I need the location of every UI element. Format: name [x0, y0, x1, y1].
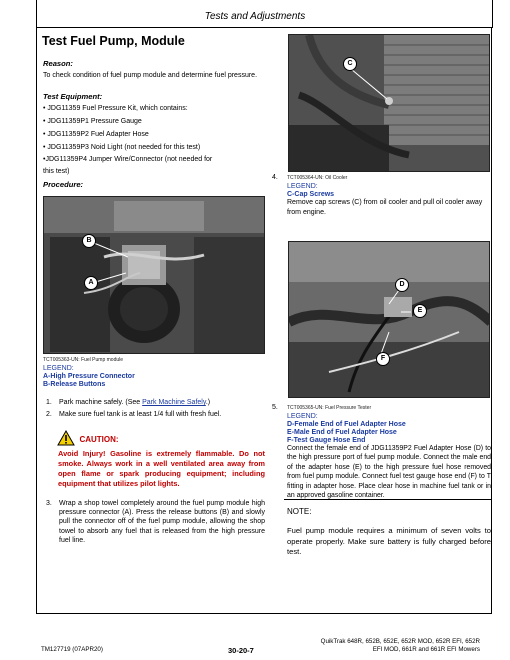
- header-title: Tests and Adjustments: [204, 11, 306, 22]
- callout-a: A: [84, 276, 98, 290]
- step4-legend-item: C-Cap Screws: [287, 191, 335, 198]
- equipment-item: • JDG11359P3 Noid Light (not needed for this test): [43, 144, 201, 151]
- equipment-item: •JDG11359P4 Jumper Wire/Connector (not needed for: [43, 156, 213, 163]
- footer-page-number: 30-20-7: [228, 646, 254, 655]
- oil-cooler-photo: [288, 34, 490, 172]
- step1-number: 1.: [46, 399, 52, 406]
- callout-b: B: [82, 234, 96, 248]
- equipment-item: • JDG11359 Fuel Pressure Kit, which contains:: [43, 105, 188, 112]
- figure1-legend-item: B-Release Buttons: [43, 381, 106, 388]
- caution-text: Avoid Injury! Gasoline is extremely flammable. Do not smoke. Always work in a well ventilated area away from open flame or spark producing equipment; including equipment that utilizes pilot lights.: [58, 449, 265, 488]
- fuel-pump-module-photo: [43, 196, 265, 354]
- procedure-label: Procedure:: [43, 180, 84, 189]
- footer-model-line: QuikTrak 648R, 652B, 652E, 652R MOD, 652R EFI, 652R: [320, 638, 480, 645]
- equipment-item: this test): [43, 168, 70, 175]
- step5-text: Connect the female end of JDG11359P2 Fuel Adapter Hose (D) to the high pressure port of fuel pump module. Connect the male end of the adapter hose (E) to the high pressure fuel hose removed from fuel pump module. Connect fuel test gauge hose end (F) to T fitting in adapter hose. Place clear hose in machine fuel tank or in an approved gasoline container.: [287, 445, 491, 500]
- fuel-pump-module-image: [44, 197, 265, 354]
- step5-legend-item: D-Female End of Fuel Adapter Hose: [287, 421, 406, 428]
- warning-triangle-icon: [57, 430, 75, 446]
- step3-number: 3.: [46, 500, 52, 507]
- step2-text: Make sure fuel tank is at least 1/4 full with fresh fuel.: [59, 411, 222, 418]
- figure1-caption: TCT005363-UN: Fuel Pump module: [43, 357, 124, 363]
- step2-number: 2.: [46, 411, 52, 418]
- step1-text-b: .): [205, 399, 211, 406]
- reason-label: Reason:: [43, 59, 73, 68]
- caution-label: CAUTION:: [79, 435, 119, 444]
- park-machine-safely-link[interactable]: Park Machine Safely: [142, 399, 206, 406]
- step4-caption: TCT005364-UN: Oil Cooler: [287, 175, 348, 181]
- step4-number: 4.: [272, 174, 278, 181]
- reason-text: To check condition of fuel pump module and determine fuel pressure.: [43, 72, 258, 79]
- step1-text-a: Park machine safely. (See: [59, 399, 143, 406]
- callout-e: E: [413, 304, 427, 318]
- footer-doc-id: TM127719 (07APR20): [41, 646, 103, 653]
- footer-model-line: EFI MOD, 661R and 661R EFI Mowers: [372, 646, 480, 653]
- note-text: Fuel pump module requires a minimum of seven volts to operate properly. Make sure battery is fully charged before test.: [287, 526, 491, 556]
- oil-cooler-image: [289, 35, 490, 172]
- note-label: NOTE:: [287, 507, 312, 516]
- step4-legend-title: LEGEND:: [287, 183, 318, 190]
- footer-model-list: [300, 638, 480, 654]
- fuel-pressure-tester-image: [289, 242, 490, 398]
- step4-text: Remove cap screws (C) from oil cooler and pull oil cooler away from engine.: [287, 199, 483, 216]
- section-title: Test Fuel Pump, Module: [42, 34, 185, 48]
- step1-text: [59, 398, 269, 408]
- figure1-legend-item: A-High Pressure Connector: [43, 373, 135, 380]
- callout-c: C: [343, 57, 357, 71]
- step5-legend-item: F-Test Gauge Hose End: [287, 437, 366, 444]
- callout-d: D: [395, 278, 409, 292]
- caution-header: [57, 429, 119, 447]
- equipment-item: • JDG11359P1 Pressure Gauge: [43, 118, 142, 125]
- step5-legend-item: E-Male End of Fuel Adapter Hose: [287, 429, 397, 436]
- figure1-legend-title: LEGEND:: [43, 365, 74, 372]
- step3-text: Wrap a shop towel completely around the fuel pump module high pressure connector (A). Press the release buttons (B) and slowly pull the connector off of the fuel pump module, allowing the shop towel to absorb any fuel that is released from the high pressure fuel line.: [59, 500, 265, 544]
- fuel-pressure-tester-photo: [288, 241, 490, 398]
- equipment-label: Test Equipment:: [43, 92, 103, 101]
- step5-caption: TCT005365-UN: Fuel Pressure Tester: [287, 405, 372, 411]
- equipment-item: • JDG11359P2 Fuel Adapter Hose: [43, 131, 149, 138]
- step5-legend-title: LEGEND:: [287, 413, 318, 420]
- step5-number: 5.: [272, 404, 278, 411]
- callout-f: F: [376, 352, 390, 366]
- note-rule-top: [284, 499, 492, 500]
